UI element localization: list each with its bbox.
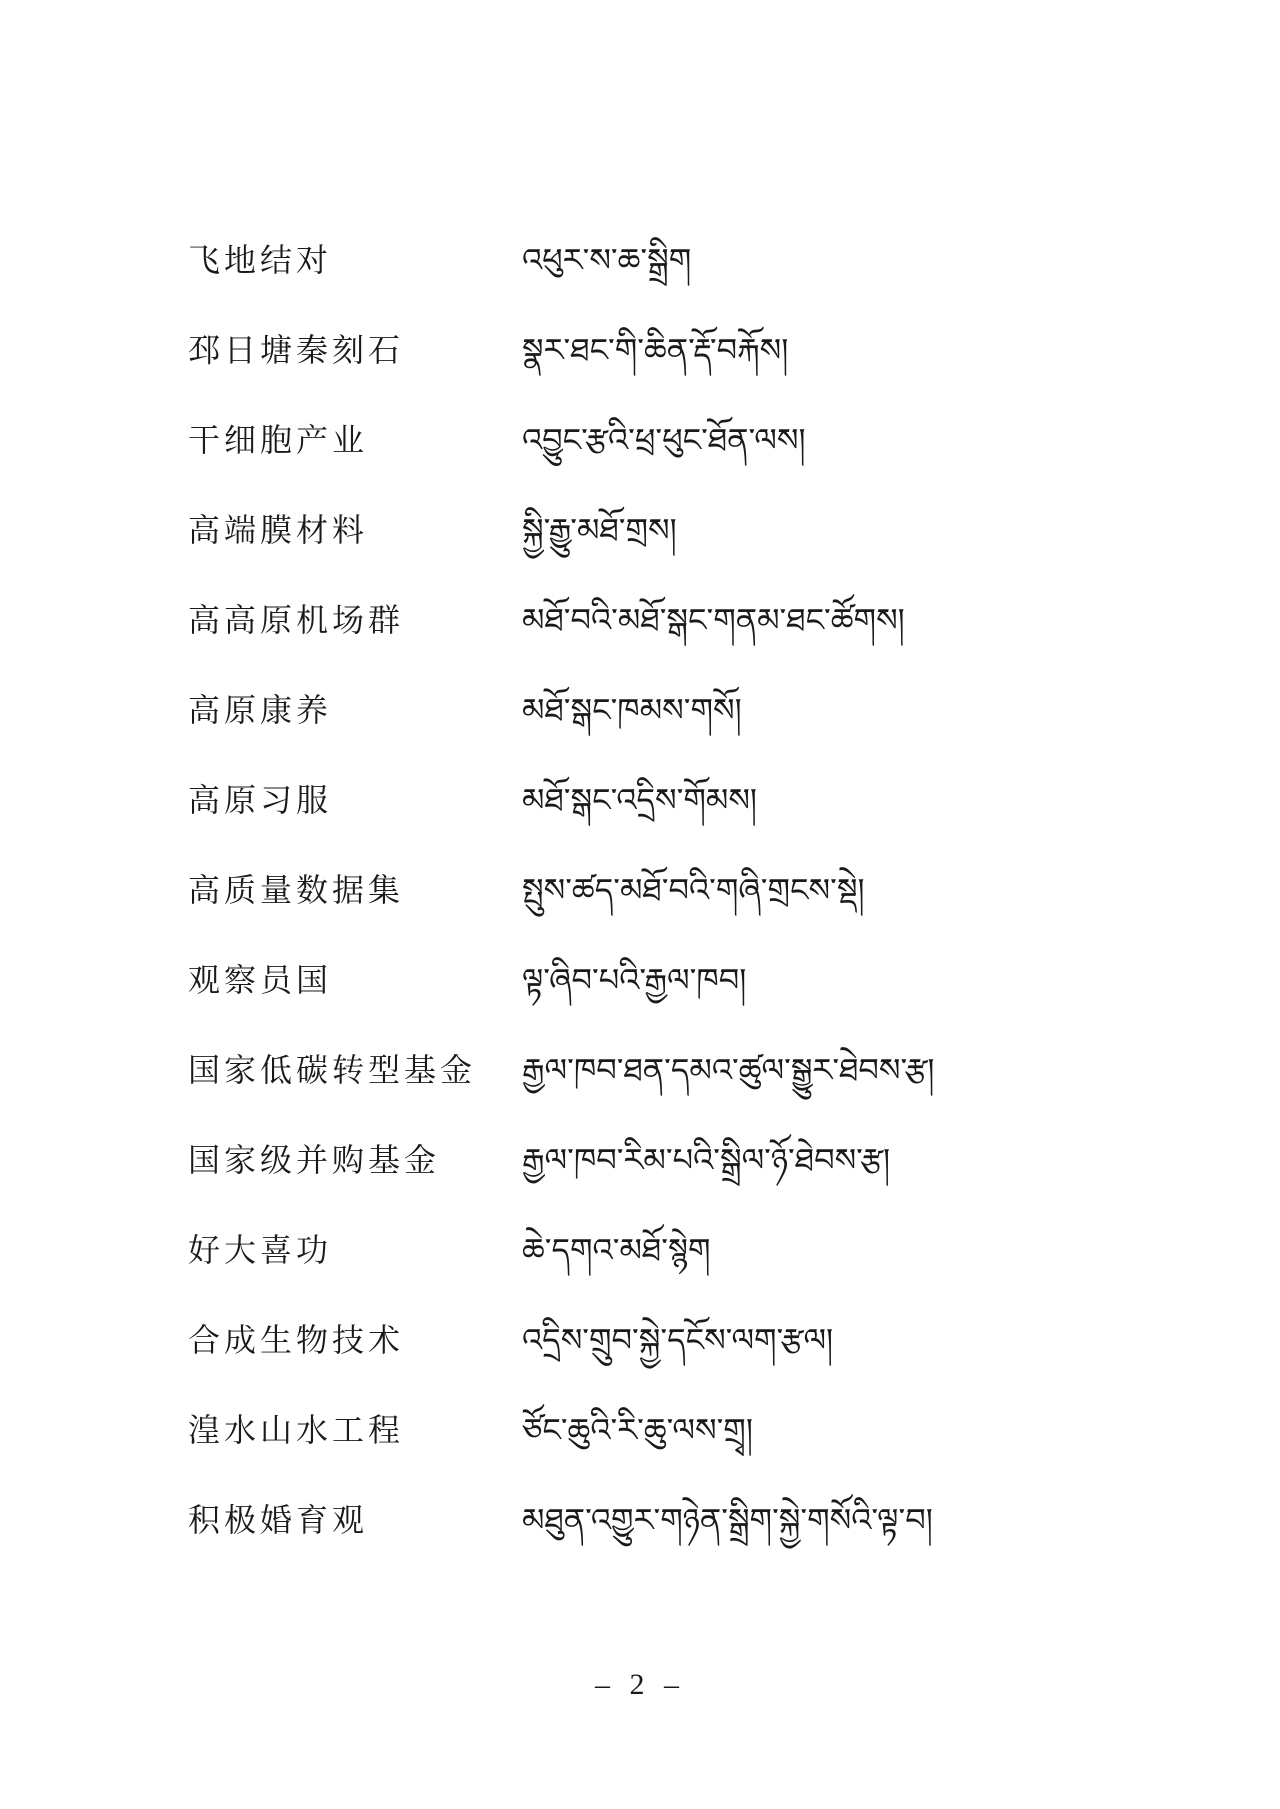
- glossary-entry: [188, 690, 1188, 780]
- glossary-entry: [188, 1410, 1188, 1500]
- tibetan-term: ཆེ་དགའ་མཐོ་སྙེག: [522, 1231, 711, 1269]
- tibetan-term: སྐྱི་རྒྱུ་མཐོ་གྲས།: [522, 511, 677, 549]
- glossary-entry: [188, 870, 1188, 960]
- chinese-term: 高原习服: [188, 781, 333, 819]
- chinese-term: 高质量数据集: [188, 871, 405, 909]
- glossary-entry: [188, 960, 1188, 1050]
- chinese-term: 积极婚育观: [188, 1501, 369, 1539]
- glossary-entry: [188, 330, 1188, 420]
- tibetan-term: ལྟ་ཞིབ་པའི་རྒྱལ་ཁབ།: [522, 961, 747, 999]
- tibetan-term: འཕུར་ས་ཆ་སྒྲིག: [522, 241, 692, 279]
- glossary-entry: [188, 600, 1188, 690]
- tibetan-term: མཐོ་བའི་མཐོ་སྒང་གནམ་ཐང་ཚོགས།: [522, 601, 905, 639]
- glossary-entry: [188, 780, 1188, 870]
- glossary-entry: [188, 1320, 1188, 1410]
- chinese-term: 湟水山水工程: [188, 1411, 405, 1449]
- tibetan-term: མཐོ་སྒང་ཁམས་གསོ།: [522, 691, 742, 729]
- tibetan-term: མཐོ་སྒང་འདྲིས་གོམས།: [522, 781, 758, 819]
- glossary-entry: [188, 240, 1188, 330]
- glossary-entry: [188, 1050, 1188, 1140]
- tibetan-term: རྒྱལ་ཁབ་རིམ་པའི་སྒྲིལ་ཉོ་ཐེབས་རྩ།: [522, 1141, 891, 1179]
- glossary-entry: [188, 1500, 1188, 1590]
- tibetan-term: སྣར་ཐང་གི་ཆིན་རྡོ་བརྐོས།: [522, 331, 789, 369]
- chinese-term: 高端膜材料: [188, 511, 369, 549]
- chinese-term: 观察员国: [188, 961, 333, 999]
- chinese-term: 国家级并购基金: [188, 1141, 441, 1179]
- glossary-entry: [188, 510, 1188, 600]
- tibetan-term: སྤུས་ཚད་མཐོ་བའི་གཞི་གྲངས་སྡེ།: [522, 871, 865, 909]
- chinese-term: 合成生物技术: [188, 1321, 405, 1359]
- chinese-term: 国家低碳转型基金: [188, 1051, 477, 1089]
- glossary-entry: [188, 420, 1188, 510]
- tibetan-term: རྒྱལ་ཁབ་ཐན་དམའ་ཚུལ་སྒྱུར་ཐེབས་རྩ།: [522, 1051, 935, 1089]
- chinese-term: 飞地结对: [188, 241, 333, 279]
- tibetan-term: འདྲིས་གྲུབ་སྐྱེ་དངོས་ལག་རྩལ།: [522, 1321, 834, 1359]
- chinese-term: 高原康养: [188, 691, 333, 729]
- chinese-term: 好大喜功: [188, 1231, 333, 1269]
- chinese-term: 邳日塘秦刻石: [188, 331, 405, 369]
- page-number: – 2 –: [595, 1668, 685, 1701]
- tibetan-term: མཐུན་འགྱུར་གཉེན་སྒྲིག་སྐྱེ་གསོའི་ལྟ་བ།: [522, 1501, 933, 1539]
- glossary-list: [188, 240, 1188, 1590]
- glossary-entry: [188, 1140, 1188, 1230]
- chinese-term: 干细胞产业: [188, 421, 369, 459]
- chinese-term: 高高原机场群: [188, 601, 405, 639]
- tibetan-term: ཙོང་ཆུའི་རི་ཆུ་ལས་གྲྭ།: [522, 1411, 753, 1449]
- glossary-entry: [188, 1230, 1188, 1320]
- tibetan-term: འབྱུང་རྩའི་ཕྲ་ཕུང་ཐོན་ལས།: [522, 421, 806, 459]
